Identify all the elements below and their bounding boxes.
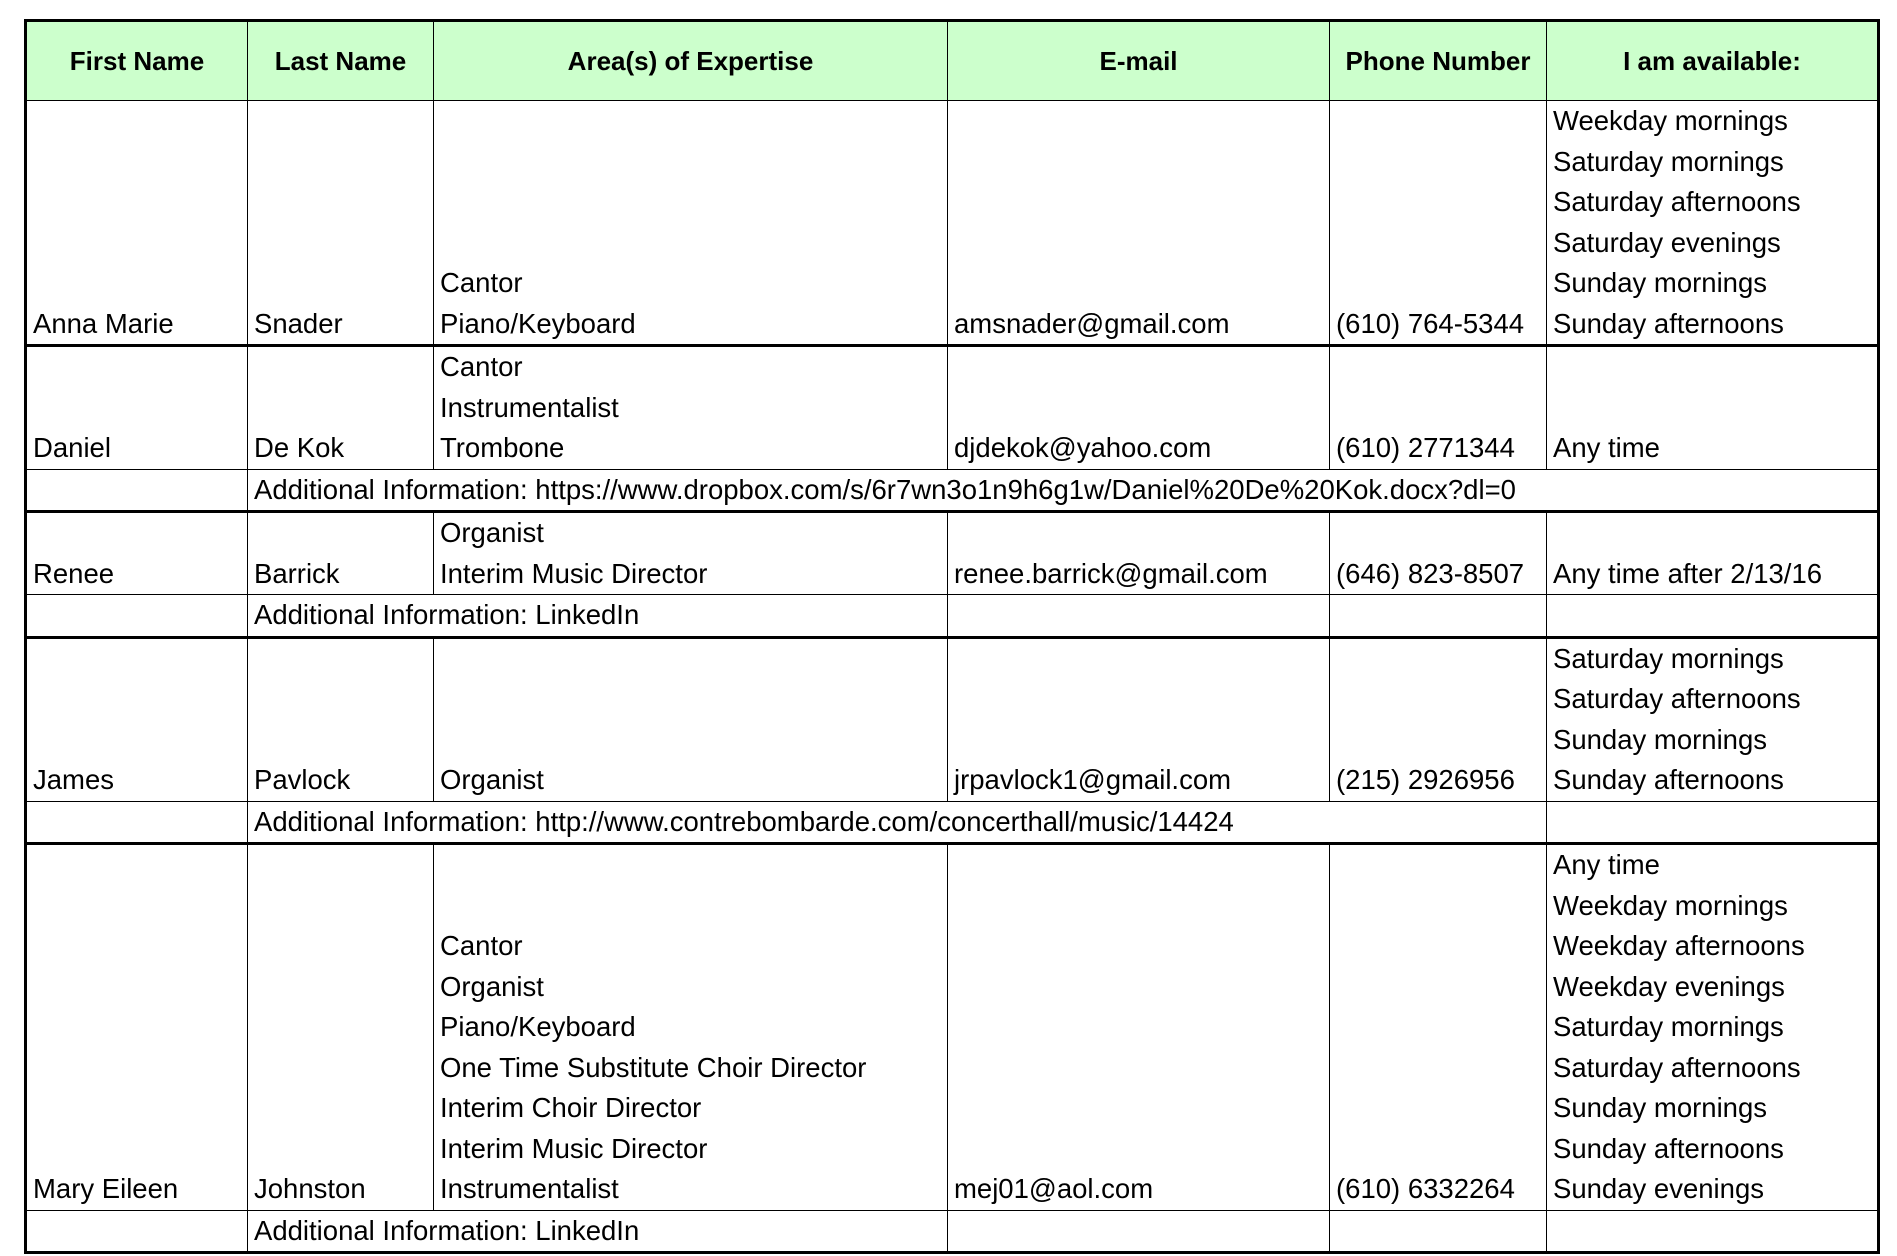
additional-info-row: [26, 1210, 1879, 1253]
table-row: [26, 637, 1879, 801]
availability-item: Weekday mornings: [1553, 105, 1788, 136]
table-row: [26, 844, 1879, 1211]
empty-cell: [1330, 1210, 1547, 1253]
availability-item: Weekday mornings: [1553, 889, 1788, 921]
additional-info-row: [26, 801, 1879, 844]
availability-item: Sunday afternoons: [1553, 764, 1784, 795]
header-email: E-mail: [948, 21, 1330, 101]
availability-item: Saturday afternoons: [1553, 1051, 1801, 1083]
empty-cell: [1330, 595, 1547, 638]
availability-item: Sunday afternoons: [1553, 1132, 1784, 1164]
email-cell: djdekok@yahoo.com: [948, 346, 1330, 470]
phone-cell: (610) 2771344: [1330, 346, 1547, 470]
empty-cell: [1547, 1210, 1879, 1253]
empty-cell: [26, 1210, 248, 1253]
additional-info-cell: Additional Information: http://www.contrebombarde.com/concerthall/music/14424: [248, 801, 1547, 844]
expertise-item: Cantor: [440, 930, 523, 961]
availability-item: Any time after 2/13/16: [1553, 557, 1823, 589]
table-row: [26, 512, 1879, 595]
availability-item: Any time: [1553, 849, 1660, 880]
additional-info-cell: Additional Information: LinkedIn: [248, 595, 948, 638]
additional-info-row: [26, 595, 1879, 638]
phone-cell: (610) 764-5344: [1330, 101, 1547, 346]
empty-cell: [26, 801, 248, 844]
header-availability: I am available:: [1547, 21, 1879, 101]
phone-cell: (610) 6332264: [1330, 844, 1547, 1211]
availability-cell: [1547, 844, 1879, 1211]
expertise-item: Trombone: [440, 432, 565, 463]
phone-cell: (215) 2926956: [1330, 637, 1547, 801]
last-name-cell: Barrick: [248, 512, 434, 595]
availability-item: Saturday mornings: [1553, 642, 1784, 674]
empty-cell: [1547, 595, 1879, 638]
expertise-item: Interim Choir Director: [440, 1092, 702, 1123]
availability-item: Sunday mornings: [1553, 267, 1768, 298]
availability-cell: [1547, 512, 1879, 595]
last-name-cell: De Kok: [248, 346, 434, 470]
expertise-cell: [434, 844, 948, 1211]
availability-item: Any time: [1553, 432, 1660, 463]
email-cell: renee.barrick@gmail.com: [948, 512, 1330, 595]
header-phone: Phone Number: [1330, 21, 1547, 101]
header-expertise: Area(s) of Expertise: [434, 21, 948, 101]
expertise-item: Instrumentalist: [440, 391, 619, 423]
empty-cell: [26, 595, 248, 638]
expertise-item: Cantor: [440, 267, 523, 298]
expertise-cell: [434, 512, 948, 595]
expertise-cell: [434, 101, 948, 346]
availability-item: Saturday mornings: [1553, 1011, 1784, 1042]
email-cell: amsnader@gmail.com: [948, 101, 1330, 346]
last-name-cell: Johnston: [248, 844, 434, 1211]
availability-item: Saturday mornings: [1553, 145, 1784, 177]
availability-item: Sunday mornings: [1553, 1092, 1768, 1123]
expertise-item: Cantor: [440, 351, 523, 382]
availability-item: Weekday evenings: [1553, 970, 1785, 1002]
additional-info-row: [26, 469, 1879, 512]
availability-item: Weekday afternoons: [1553, 930, 1805, 961]
expertise-cell: [434, 346, 948, 470]
availability-cell: [1547, 101, 1879, 346]
empty-cell: [1547, 801, 1879, 844]
first-name-cell: Renee: [26, 512, 248, 595]
musician-roster-table: [24, 19, 1880, 1254]
first-name-cell: Anna Marie: [26, 101, 248, 346]
availability-item: Saturday afternoons: [1553, 186, 1801, 217]
availability-item: Sunday afternoons: [1553, 307, 1784, 339]
first-name-cell: Daniel: [26, 346, 248, 470]
expertise-item: Piano/Keyboard: [440, 307, 636, 339]
empty-cell: [948, 1210, 1330, 1253]
header-row: [26, 21, 1879, 101]
first-name-cell: James: [26, 637, 248, 801]
empty-cell: [948, 595, 1330, 638]
availability-item: Sunday mornings: [1553, 723, 1768, 755]
email-cell: jrpavlock1@gmail.com: [948, 637, 1330, 801]
header-first-name: First Name: [26, 21, 248, 101]
additional-info-cell: Additional Information: LinkedIn: [248, 1210, 948, 1253]
expertise-item: Organist: [440, 517, 544, 548]
availability-item: Saturday evenings: [1553, 226, 1781, 258]
availability-cell: [1547, 346, 1879, 470]
expertise-item: One Time Substitute Choir Director: [440, 1051, 867, 1083]
expertise-item: Interim Music Director: [440, 1132, 708, 1164]
header-last-name: Last Name: [248, 21, 434, 101]
expertise-item: Interim Music Director: [440, 557, 708, 589]
expertise-cell: [434, 637, 948, 801]
last-name-cell: Pavlock: [248, 637, 434, 801]
last-name-cell: Snader: [248, 101, 434, 346]
expertise-item: Instrumentalist: [440, 1173, 619, 1204]
expertise-item: Organist: [440, 764, 544, 795]
table-row: [26, 346, 1879, 470]
availability-item: Saturday afternoons: [1553, 683, 1801, 714]
table-row: [26, 101, 1879, 346]
expertise-item: Organist: [440, 970, 544, 1002]
availability-item: Sunday evenings: [1553, 1173, 1764, 1204]
additional-info-cell: Additional Information: https://www.dropbox.com/s/6r7wn3o1n9h6g1w/Daniel%20De%20Kok.docx?dl=0: [248, 469, 1879, 512]
email-cell: mej01@aol.com: [948, 844, 1330, 1211]
availability-cell: [1547, 637, 1879, 801]
empty-cell: [26, 469, 248, 512]
phone-cell: (646) 823-8507: [1330, 512, 1547, 595]
first-name-cell: Mary Eileen: [26, 844, 248, 1211]
expertise-item: Piano/Keyboard: [440, 1011, 636, 1042]
